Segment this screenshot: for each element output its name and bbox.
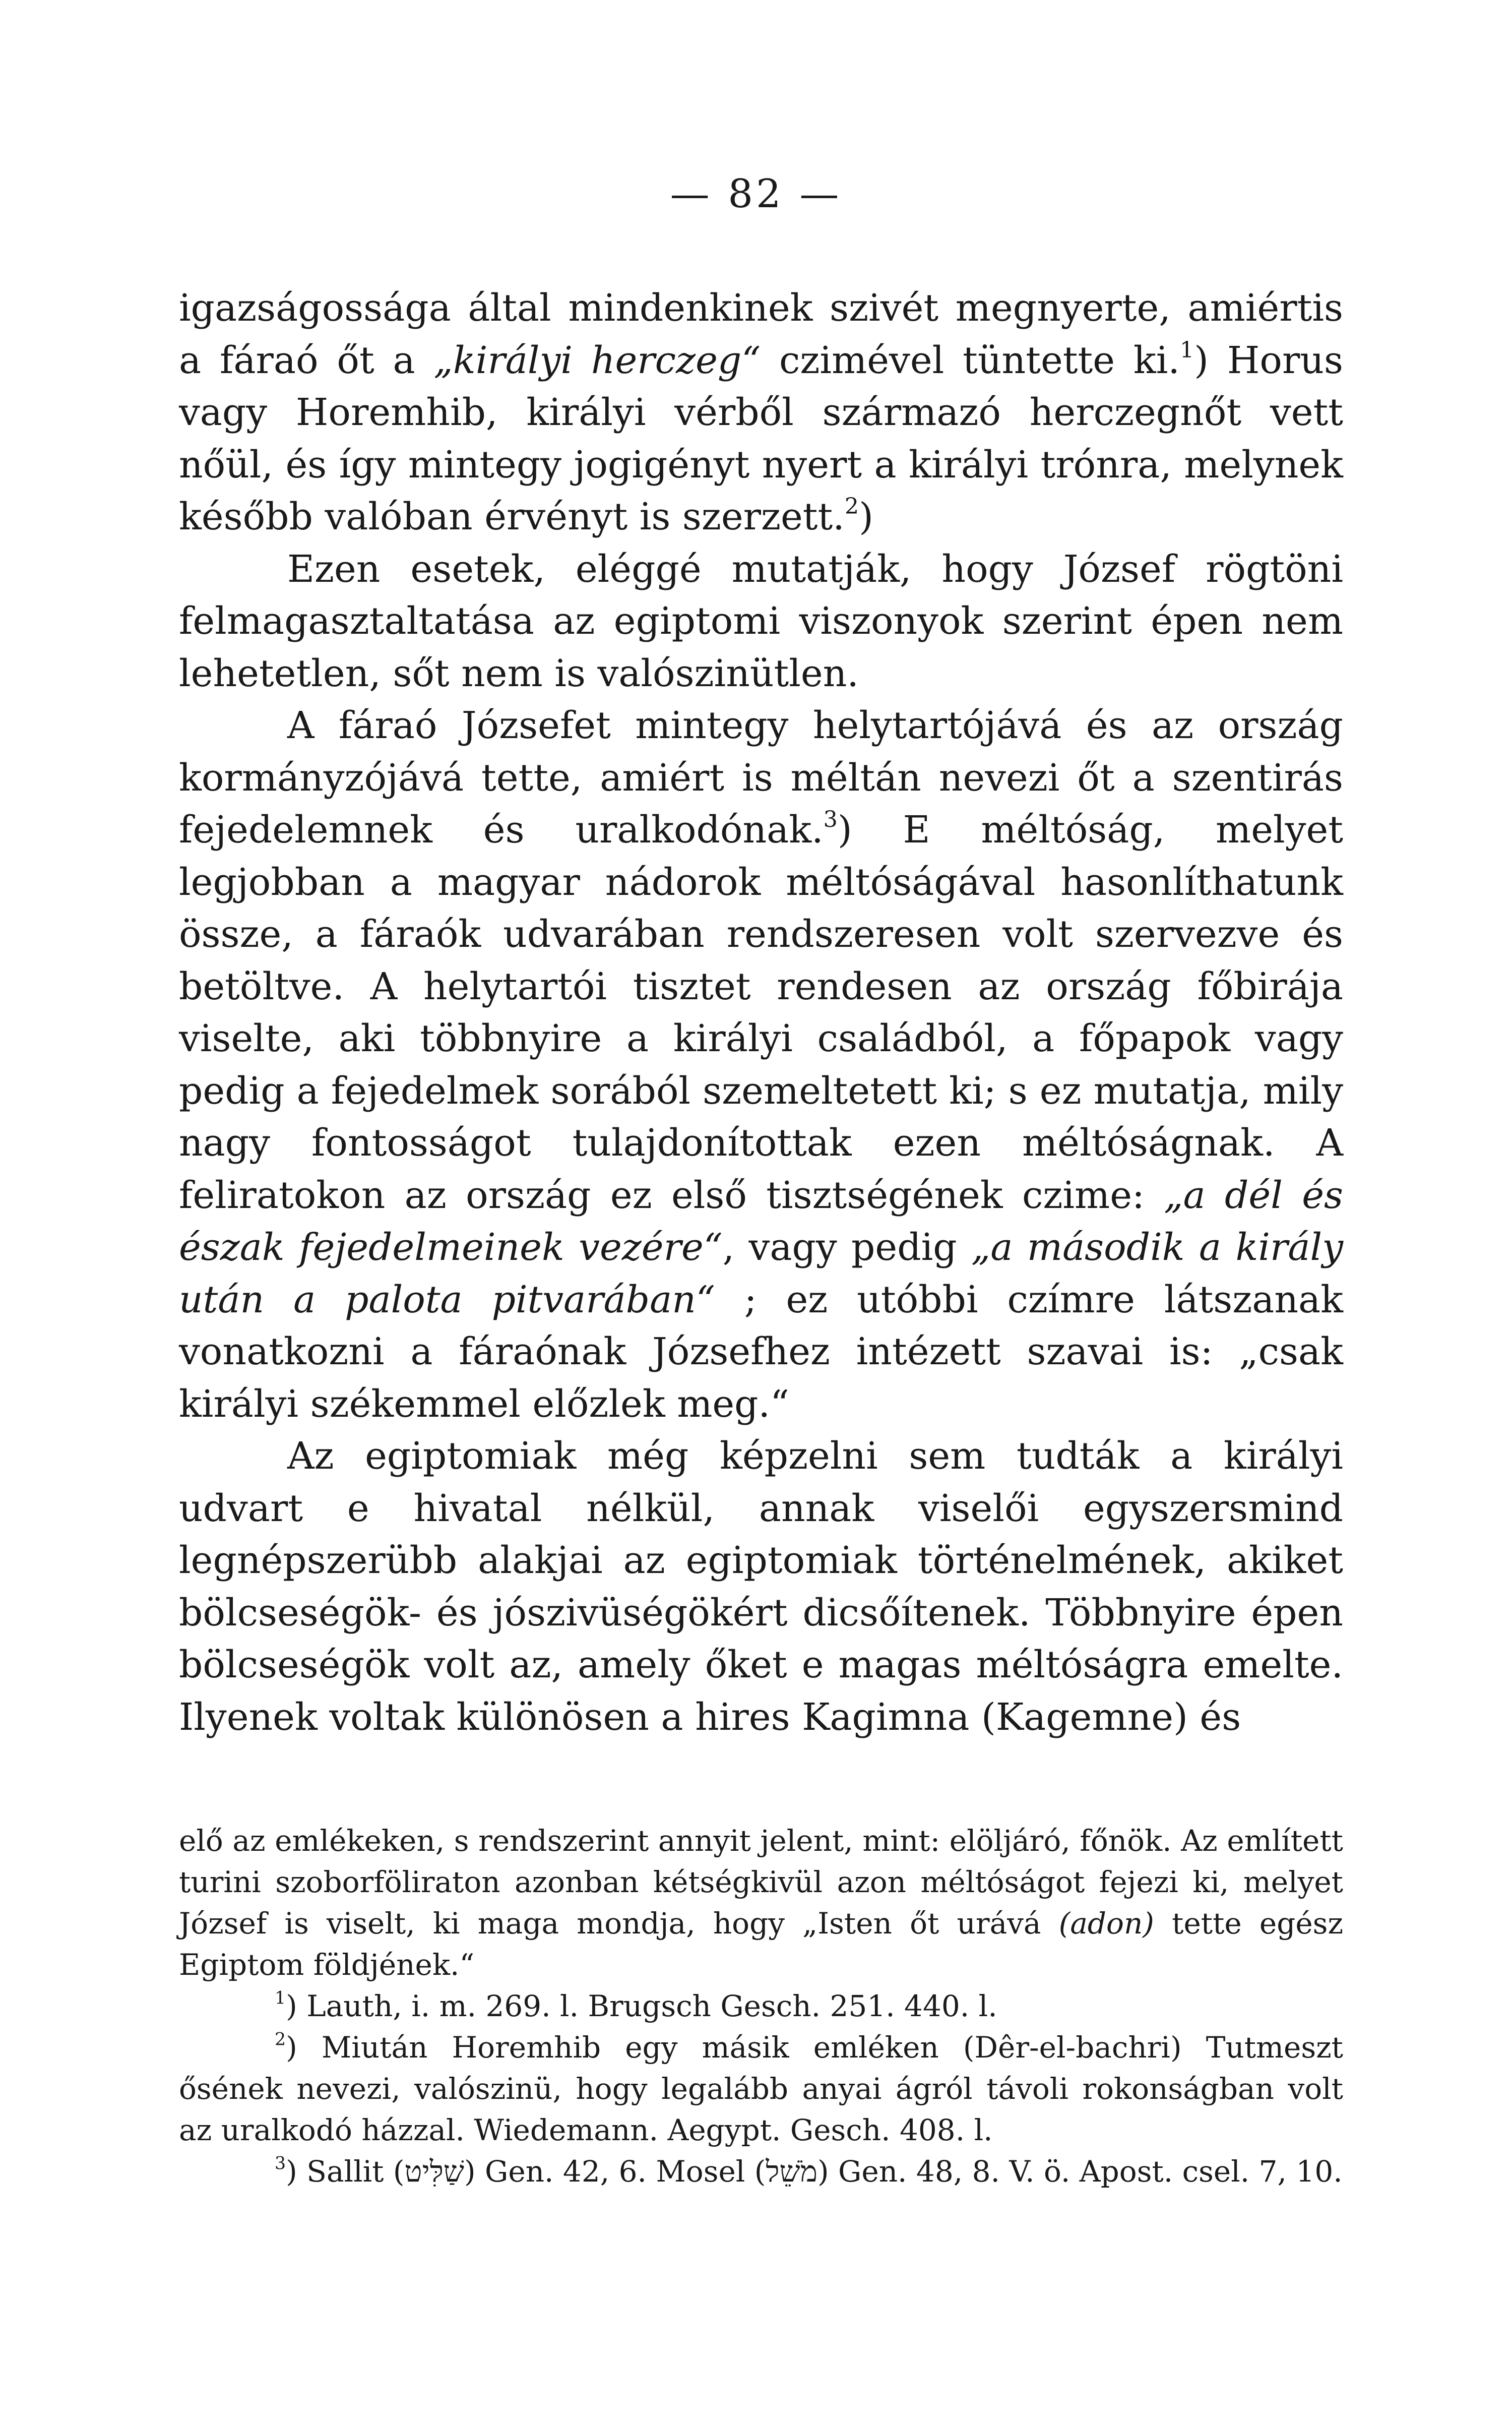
text-run: ) E méltóság, melyet legjobban a magyar nádorok méltóságával hasonlíthatunk össze, a fáraók udvarában rendszeresen volt szervezve és betöltve. A helytartói tisztet rendesen az ország főbirája viselte, aki többnyire a királyi családból, a főpapok vagy pedig a fejedelmek sorából szemeltetett ki; s ez mutatja, mily nagy fontosságot tulajdonítottak ezen méltóságnak. A feliratokon az ország ez első tisztségének czime: <box>179 808 1343 1217</box>
text-run: elő az emlékeken, s rendszerint annyit jelent, mint: elöljáró, főnök. Az említett turini szoborfölirаton azonban kétségkivül azon méltóságot fejezi ki, melyet József is viselt, ki maga mondja, hogy „Isten őt urává <box>179 1824 1343 1941</box>
paragraph-2 <box>179 543 1343 700</box>
footnote-number: 3 <box>275 2153 286 2174</box>
footnote-3 <box>179 2151 1343 2192</box>
footnote-ref-1: 1 <box>1179 337 1194 363</box>
paragraph-4 <box>179 1430 1343 1743</box>
text-run: ; ez utóbbi czímre látszanak vonatkozni a fáraónak Józsefhez intézett szavai is: „csak királyi székemmel előzlek meg.“ <box>179 1278 1344 1426</box>
italic-phrase: „a dél és észak fejedelmeinek vezére“ <box>179 1173 1343 1269</box>
text-run: ) Horus vagy Horemhib, királyi vérből származó herczegnőt vett nőül, és így mintegy jogigényt nyert a királyi trónra, melynek később valóban érvényt is szerzett. <box>179 338 1343 538</box>
hebrew-word: מֹשֵׁל <box>766 2154 817 2189</box>
footnote-number: 1 <box>275 1988 286 2009</box>
paragraph-1 <box>179 282 1343 543</box>
text-run: Az egiptomiak még képzelni sem tudták a királyi udvart e hivatal nélkül, annak viselői egyszersmind legnépszerübb alakjai az egiptomiak történelmének, akiket bölcseségök- és jószivüségökért dicsőítenek. Többnyire épen bölcseségök volt az, amely őket e magas méltóságra emelte. Ilyenek voltak különösen a hires Kagimna (Kagemne) és <box>179 1434 1343 1739</box>
page-number: — 82 — <box>670 171 842 217</box>
main-text <box>179 282 1343 1743</box>
footnote-2 <box>179 2027 1343 2151</box>
footnote-text: ) Gen. 42, 6. Mosel ( <box>464 2154 766 2189</box>
footnote-text: ) Lauth, i. m. 269. l. Brugsch Gesch. 251. 440. l. <box>286 1989 997 2023</box>
text-run: ) <box>859 495 873 538</box>
text-run: , vagy pedig <box>722 1226 972 1269</box>
footnote-ref-2: 2 <box>844 493 859 519</box>
text-run: czimével tüntette ki. <box>761 338 1180 382</box>
footnote-ref-3: 3 <box>823 806 838 832</box>
text-run: A fáraó Józsefet mintegy helytartójává és az ország kormányzójává tette, amiért is méltán nevezi őt a szentirás fejedelemnek és uralkodónak. <box>179 704 1343 852</box>
footnote-text: ) Sallit ( <box>286 2154 405 2189</box>
footnote-number: 2 <box>275 2029 286 2050</box>
text-run: tette egész Egiptom földjének.“ <box>179 1906 1344 1982</box>
footnote-continuation <box>179 1820 1343 1985</box>
italic-phrase: (adon) <box>1058 1906 1154 1941</box>
text-run: igazságossága által mindenkinek szivét megnyerte, amiértis a fáraó őt a <box>179 286 1343 382</box>
text-run: Ezen esetek, eléggé mutatják, hogy József rögtöni felmagasztaltatása az egiptomi viszonyok szerint épen nem lehetetlen, sőt nem is valószinütlen. <box>179 547 1343 695</box>
footnote-text: ) Miután Horemhib egy másik emléken (Dêr-el-bachri) Tutmeszt ősének nevezi, valószinü, hogy legalább anyai ágról távoli rokonságban volt az uralkodó házzal. Wiedemann. Aegypt. Gesch. 408. l. <box>179 2030 1343 2147</box>
italic-phrase: „királyi herczeg“ <box>433 338 761 382</box>
hebrew-word: שַׁלִּיט <box>404 2154 464 2189</box>
footnotes <box>179 1820 1343 2192</box>
italic-phrase: „a második a király után a palota pitvarában“ <box>179 1226 1344 1321</box>
footnote-text: ) Gen. 48, 8. V. ö. Apost. csel. 7, 10. <box>817 2154 1343 2189</box>
paragraph-3 <box>179 700 1343 1430</box>
footnote-1 <box>179 1985 1343 2027</box>
